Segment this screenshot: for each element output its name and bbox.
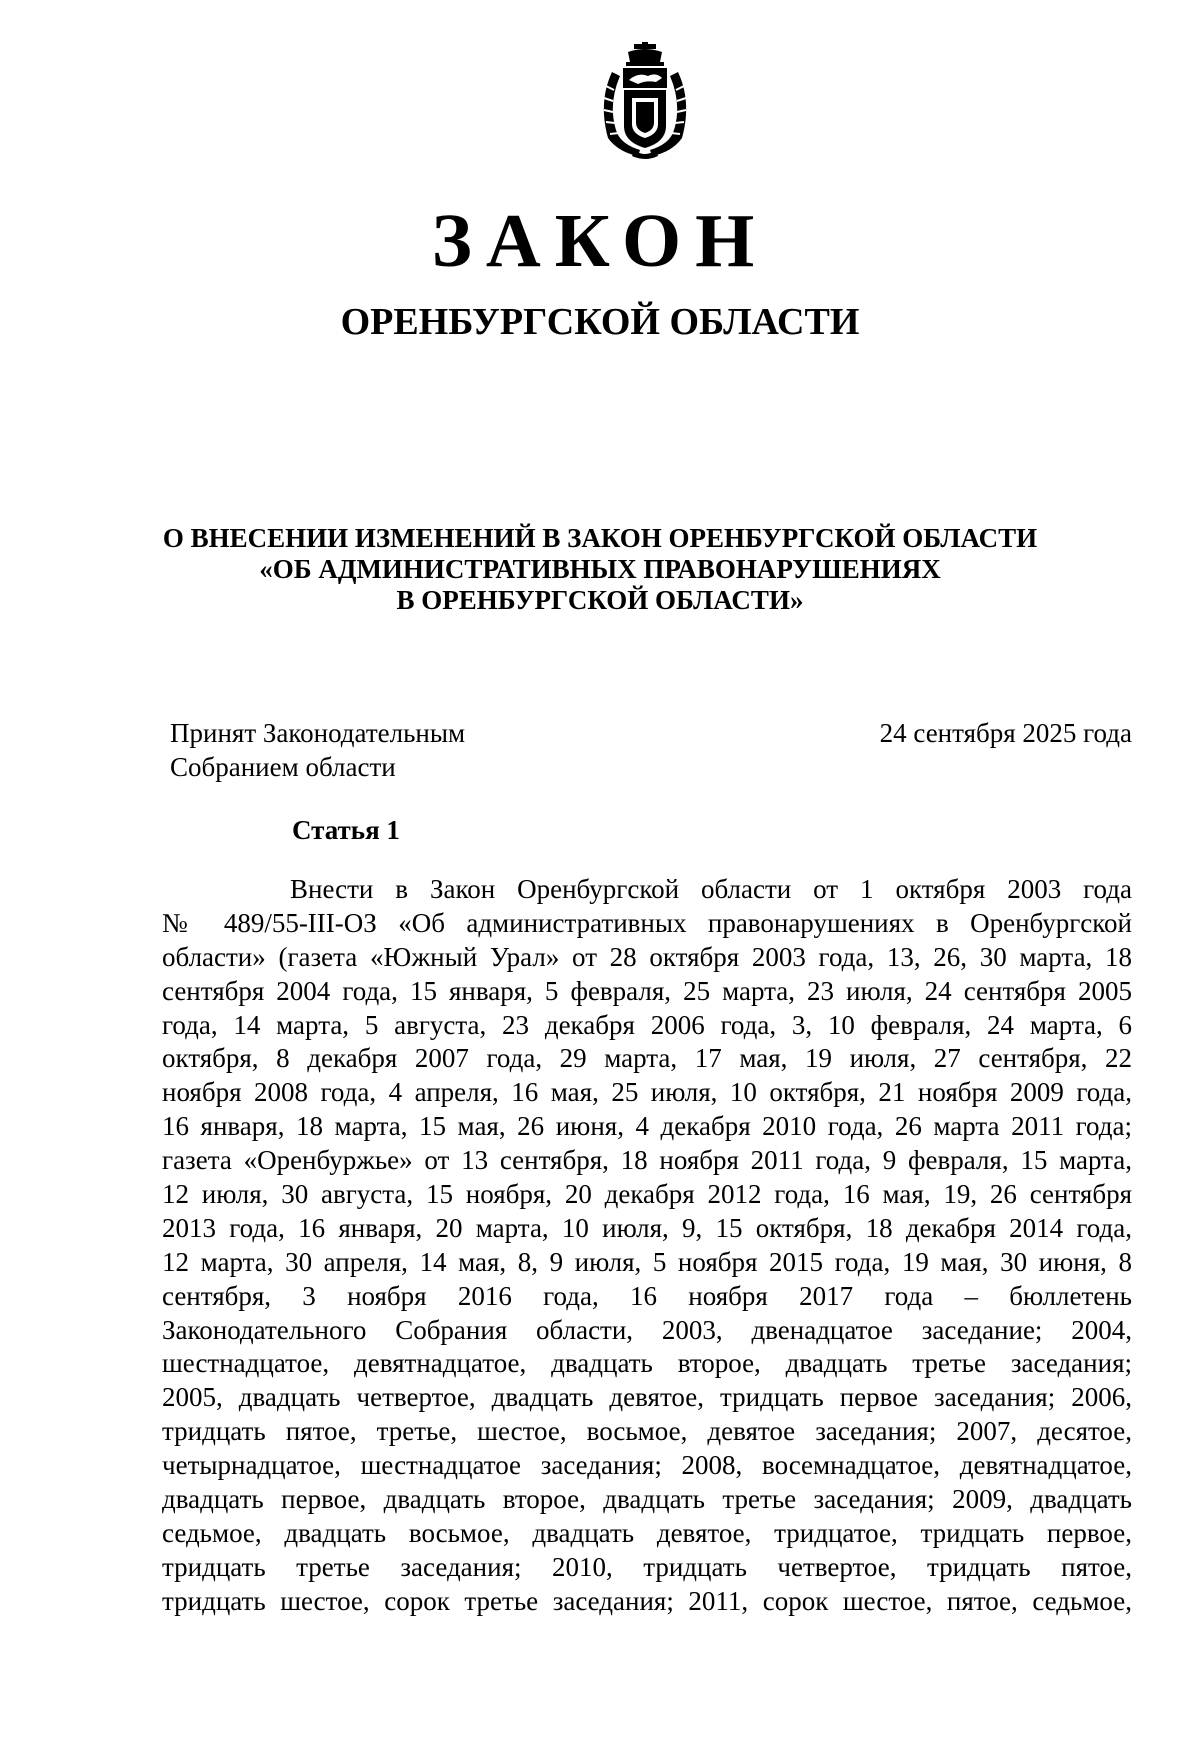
article-heading: Статья 1 [292,815,400,845]
article-line: тридцать третье заседания; 2010, тридцать четвертое, тридцать пятое, [162,1551,1132,1582]
article-line: Внести в Закон Оренбургской области от 1 октября 2003 года [290,874,1132,904]
article-line: 16 января, 18 марта, 15 мая, 26 июня, 4 декабря 2010 года, 26 марта 2011 года; [162,1111,1132,1142]
law-subject-line: О ВНЕСЕНИИ ИЗМЕНЕНИЙ В ЗАКОН ОРЕНБУРГСКОЙ ОБЛАСТИ [162,523,1038,553]
article-line: года, 14 марта, 5 августа, 23 декабря 2006 года, 3, 10 февраля, 24 марта, 6 [162,1009,1132,1040]
article-line: двадцать первое, двадцать второе, двадцать третье заседания; 2009, двадцать [162,1484,1132,1515]
article-line: 12 марта, 30 апреля, 14 мая, 8, 9 июля, 5 ноября 2015 года, 19 мая, 30 июня, 8 [162,1246,1132,1277]
article-line: 12 июля, 30 августа, 15 ноября, 20 декабря 2012 года, 16 мая, 19, 26 сентября [162,1179,1132,1210]
article-line: сентября, 3 ноября 2016 года, 16 ноября 2017 года – бюллетень [162,1280,1132,1311]
article-line: сентября 2004 года, 15 января, 5 февраля, 25 марта, 23 июля, 24 сентября 2005 [162,975,1132,1006]
article-line: 2005, двадцать четвертое, двадцать девятое, тридцать первое заседания; 2006, [162,1382,1132,1413]
article-line: Законодательного Собрания области, 2003, двенадцатое заседание; 2004, [162,1314,1132,1345]
article-line: четырнадцатое, шестнадцатое заседания; 2008, восемнадцатое, девятнадцатое, [162,1450,1132,1481]
law-subject-line: В ОРЕНБУРГСКОЙ ОБЛАСТИ» [396,585,804,615]
article-line: тридцать пятое, третье, шестое, восьмое, девятое заседания; 2007, десятое, [162,1416,1132,1447]
article-line: области» (газета «Южный Урал» от 28 октября 2003 года, 13, 26, 30 марта, 18 [162,941,1132,972]
law-subject [0,523,1200,616]
article-line: ноября 2008 года, 4 апреля, 16 мая, 25 июля, 10 октября, 21 ноября 2009 года, [162,1077,1132,1108]
article-line: 2013 года, 16 января, 20 марта, 10 июля, 9, 15 октября, 18 декабря 2014 года, [162,1212,1132,1243]
article-line: октября, 8 декабря 2007 года, 29 марта, 17 мая, 19 июля, 27 сентября, 22 [162,1043,1132,1074]
article-line: № 489/55-III-ОЗ «Об административных правонарушениях в Оренбургской [162,907,1132,938]
article-body [162,873,1132,1619]
adoption-date: 24 сентября 2025 года [879,718,1132,748]
adoption-line: Принят Законодательным [170,718,466,748]
article-line: газета «Оренбуржье» от 13 сентября, 18 ноября 2011 года, 9 февраля, 15 марта, [162,1145,1132,1176]
law-title: ЗАКОН [431,199,769,283]
region-name: ОРЕНБУРГСКОЙ ОБЛАСТИ [340,301,860,343]
adoption-statement [170,716,465,784]
law-subject-line: «ОБ АДМИНИСТРАТИВНЫХ ПРАВОНАРУШЕНИЯХ [259,554,941,584]
article-line: шестнадцатое, девятнадцатое, двадцать второе, двадцать третье заседания; [162,1348,1132,1379]
article-line: тридцать шестое, сорок третье заседания; 2011, сорок шестое, пятое, седьмое, [162,1585,1132,1616]
article-line: седьмое, двадцать восьмое, двадцать девятое, тридцатое, тридцать первое, [162,1517,1132,1548]
adoption-line: Собранием области [170,752,396,782]
coat-of-arms-icon [590,42,700,160]
